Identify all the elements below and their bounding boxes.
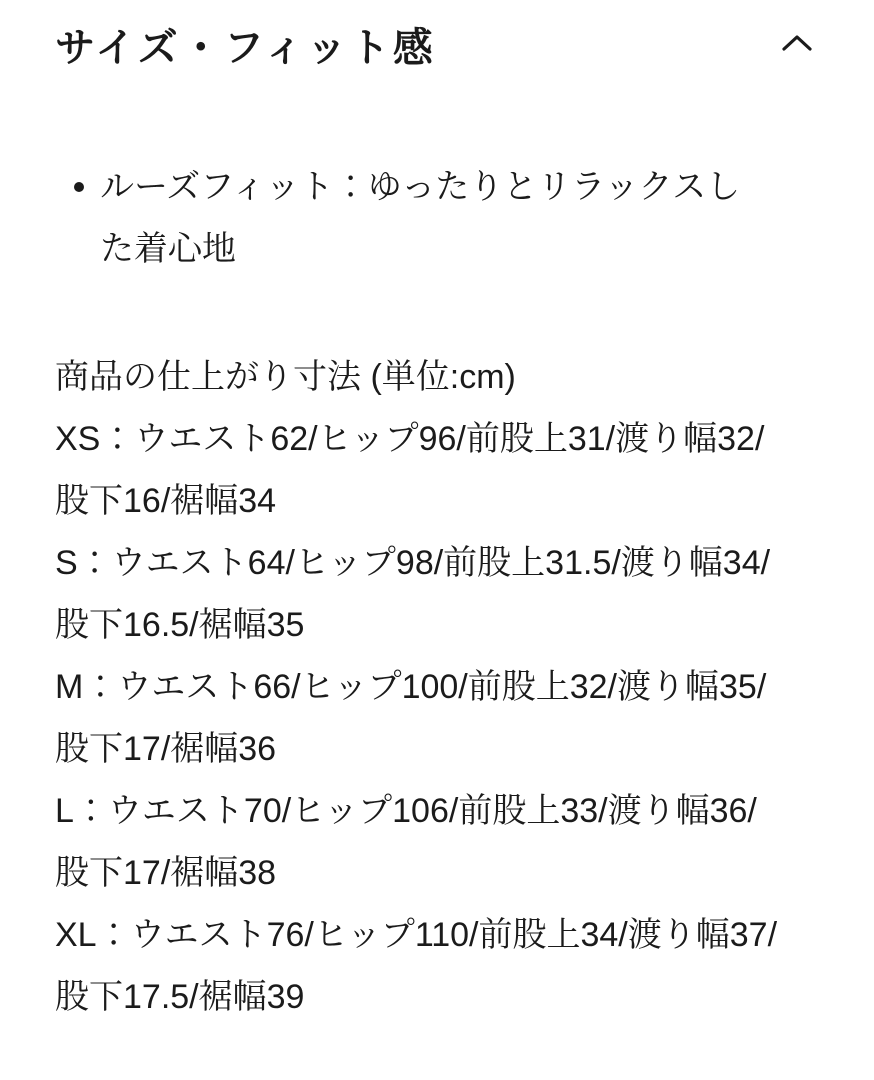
size-spec-xs: XS：ウエスト62/ヒップ96/前股上31/渡り幅32/股下16/裾幅34 (55, 420, 765, 520)
size-fit-accordion-header[interactable] (55, 22, 814, 74)
size-spec-m: M：ウエスト66/ヒップ100/前股上32/渡り幅35/股下17/裾幅36 (55, 668, 767, 768)
size-spec-s: S：ウエスト64/ヒップ98/前股上31.5/渡り幅34/股下16.5/裾幅35 (55, 544, 771, 644)
measurements-block (55, 346, 814, 1028)
chevron-up-icon[interactable] (780, 32, 814, 59)
section-title: サイズ・フィット感 (55, 26, 436, 70)
fit-points-list (55, 156, 814, 280)
size-spec-xl: XL：ウエスト76/ヒップ110/前股上34/渡り幅37/股下17.5/裾幅39 (55, 916, 778, 1016)
bullet-icon (74, 182, 84, 192)
measurements-heading: 商品の仕上がり寸法 (単位:cm) (55, 358, 516, 396)
list-item (55, 156, 772, 280)
fit-description: ルーズフィット：ゆったりとリラックスした着心地 (100, 168, 741, 268)
size-spec-l: L：ウエスト70/ヒップ106/前股上33/渡り幅36/股下17/裾幅38 (55, 792, 757, 892)
